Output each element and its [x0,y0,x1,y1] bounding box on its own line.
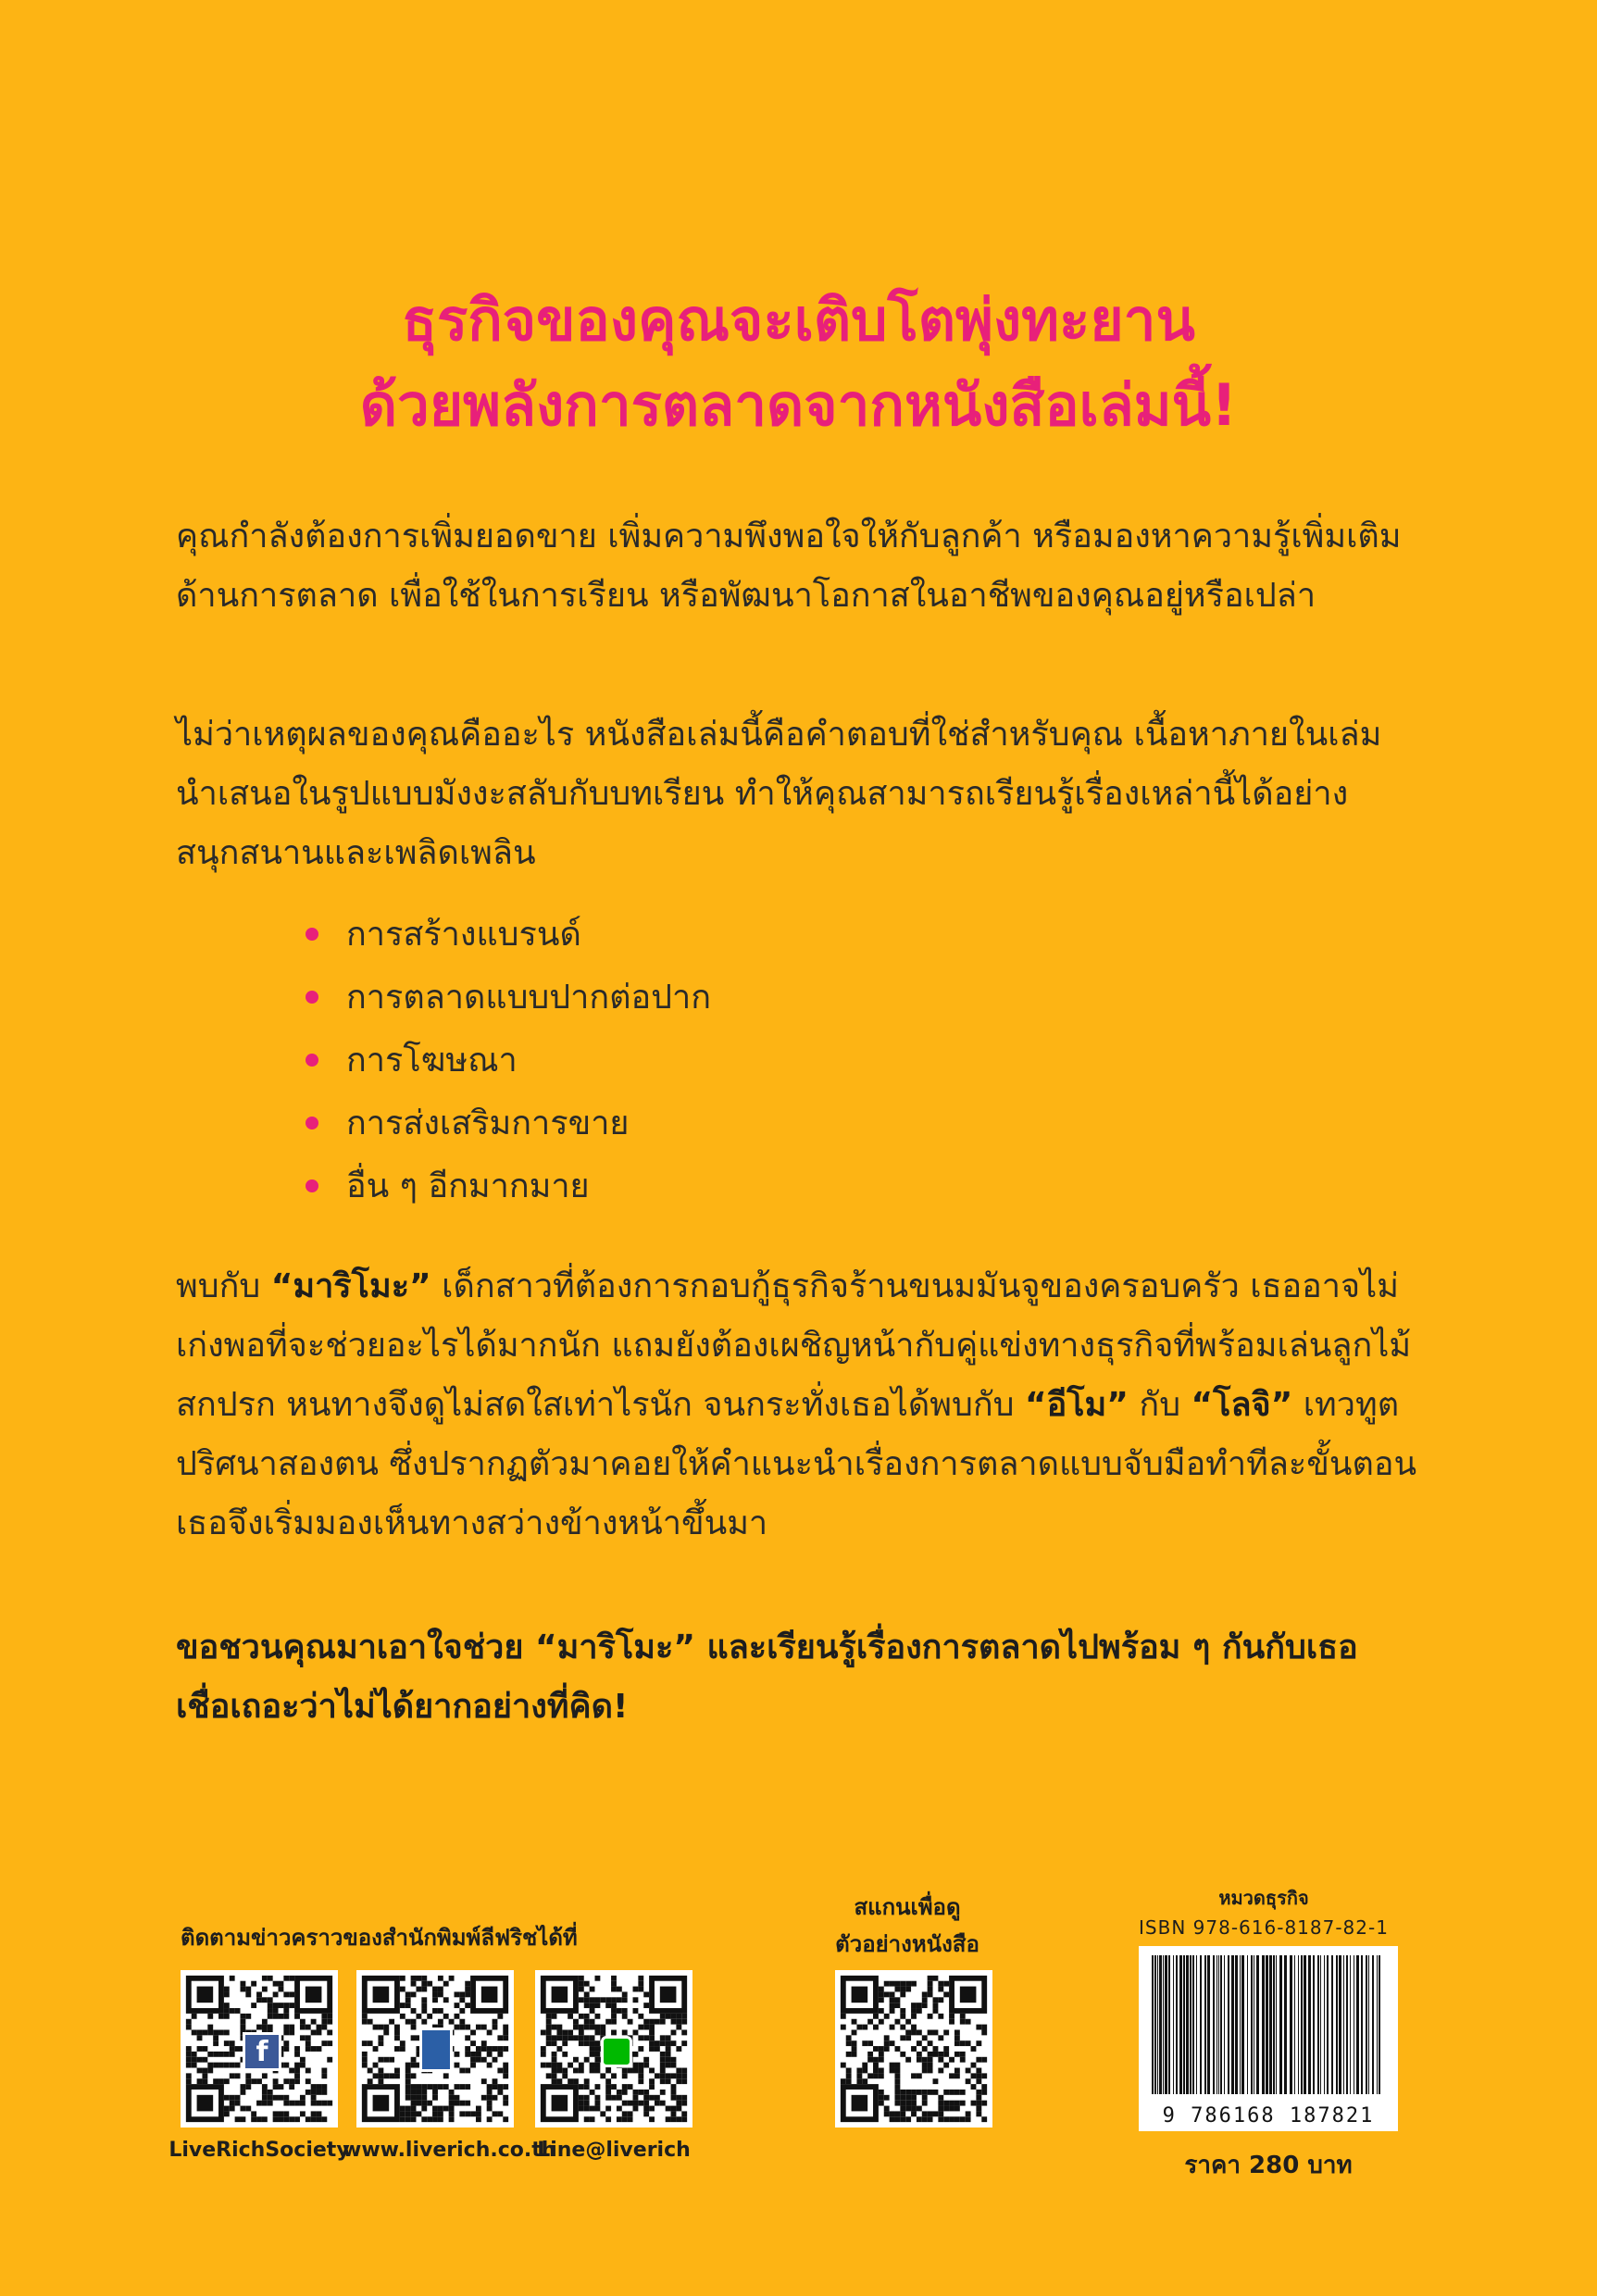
character-name-logi: “โลจิ” [1191,1386,1293,1424]
bullet-dot-icon [306,991,318,1004]
qr-code-facebook[interactable] [181,1970,338,2128]
list-item-label: การส่งเสริมการขาย [346,1104,630,1142]
price-label: ราคา 280 บาท [1184,2152,1353,2179]
isbn-barcode [1139,1946,1398,2131]
headline-line-1: ธุรกิจของคุณจะเติบโตพุ่งทะยาน [402,286,1195,354]
barcode-number: 9 786168 187821 [1162,2104,1375,2128]
qr-code-sample[interactable] [835,1970,992,2128]
story-text-3: กับ [1128,1386,1192,1424]
story-text-4: เทวทูตปริศนาสองตน ซึ่งปรากฏตัวมาคอยให้คำแนะนำเรื่องการตลาดแบบจับมือทำทีละขั้นตอน เธอจึงเริ่มมองเห็นทางสว่างข้างหน้าขึ้นมา [176,1386,1417,1542]
list-item [306,1092,711,1155]
list-item-label: การตลาดแบบปากต่อปาก [346,979,712,1017]
character-name-emo: “อีโม” [1024,1386,1129,1424]
qr-caption-website: www.liverich.co.th [343,2139,556,2162]
reason-paragraph: ไม่ว่าเหตุผลของคุณคืออะไร หนังสือเล่มนี้คือคำตอบที่ใช่สำหรับคุณ เนื้อหาภายในเล่มนำเสนอในรูปแบบมังงะสลับกับบทเรียน ทำให้คุณสามารถเรียนรู้เรื่องเหล่านี้ได้อย่างสนุกสนานและเพลิดเพลิน [176,716,1382,872]
scan-label-line-1: สแกนเพื่อดู [854,1894,961,1920]
list-item [306,1029,711,1092]
topic-list [306,904,711,1218]
scan-label [815,1889,1000,1963]
list-item [306,1155,711,1218]
qr-pattern-icon [835,1970,992,2128]
qr-caption-facebook: LiveRichSociety [168,2139,350,2162]
follow-label: ติดตามข่าวคราวของสำนักพิมพ์ลีฟริชได้ที่ [181,1925,578,1951]
qr-code-website[interactable] [356,1970,514,2128]
qr-code-line[interactable] [535,1970,692,2128]
bullet-dot-icon [306,1054,318,1067]
bullet-dot-icon [306,928,318,941]
list-item [306,904,711,967]
bullet-dot-icon [306,1179,318,1192]
qr-caption-line: Line@liverich [537,2139,691,2162]
bullet-dot-icon [306,1117,318,1129]
headline [0,278,1597,448]
line-icon [601,2036,632,2067]
scan-label-line-2: ตัวอย่างหนังสือ [835,1931,979,1957]
story-text-2: เด็กสาวที่ต้องการกอบกู้ธุรกิจร้านขนมมันจูของครอบครัว เธออาจไม่เก่งพอที่จะช่วยอะไรได้มากนัก แถมยังต้องเผชิญหน้ากับคู่แข่งทางธุรกิจที่พร้อมเล่นลูกไม้สกปรก หนทางจึงดูไม่สดใสเท่าไรนัก จนกระทั่งเธอได้พบกับ [176,1267,1412,1424]
liverich-logo-icon [419,2028,453,2072]
headline-line-2: ด้วยพลังการตลาดจากหนังสือเล่มนี้! [359,371,1238,439]
list-item [306,967,711,1029]
facebook-icon: f [243,2032,281,2071]
isbn-label: ISBN 978-616-8187-82-1 [1139,1916,1389,1939]
story-text-1: พบกับ [176,1267,271,1305]
list-item-label: การโฆษณา [346,1042,518,1079]
intro-paragraph: คุณกำลังต้องการเพิ่มยอดขาย เพิ่มความพึงพอใจให้กับลูกค้า หรือมองหาความรู้เพิ่มเติมด้านการตลาด เพื่อใช้ในการเรียน หรือพัฒนาโอกาสในอาชีพของคุณอยู่หรือเปล่า [176,518,1402,615]
story-paragraph [176,1257,1421,1554]
closing-paragraph: ขอชวนคุณมาเอาใจช่วย “มาริโมะ” และเรียนรู้เรื่องการตลาดไปพร้อม ๆ กันกับเธอ เชื่อเถอะว่าไม่ได้ยากอย่างที่คิด! [176,1628,1358,1726]
barcode-icon [1150,1955,1387,2094]
character-name-marimo: “มาริโมะ” [270,1267,431,1305]
category-label: หมวดธุรกิจ [1218,1887,1309,1909]
list-item-label: อื่น ๆ อีกมากมาย [346,1167,590,1205]
list-item-label: การสร้างแบรนด์ [346,916,581,954]
